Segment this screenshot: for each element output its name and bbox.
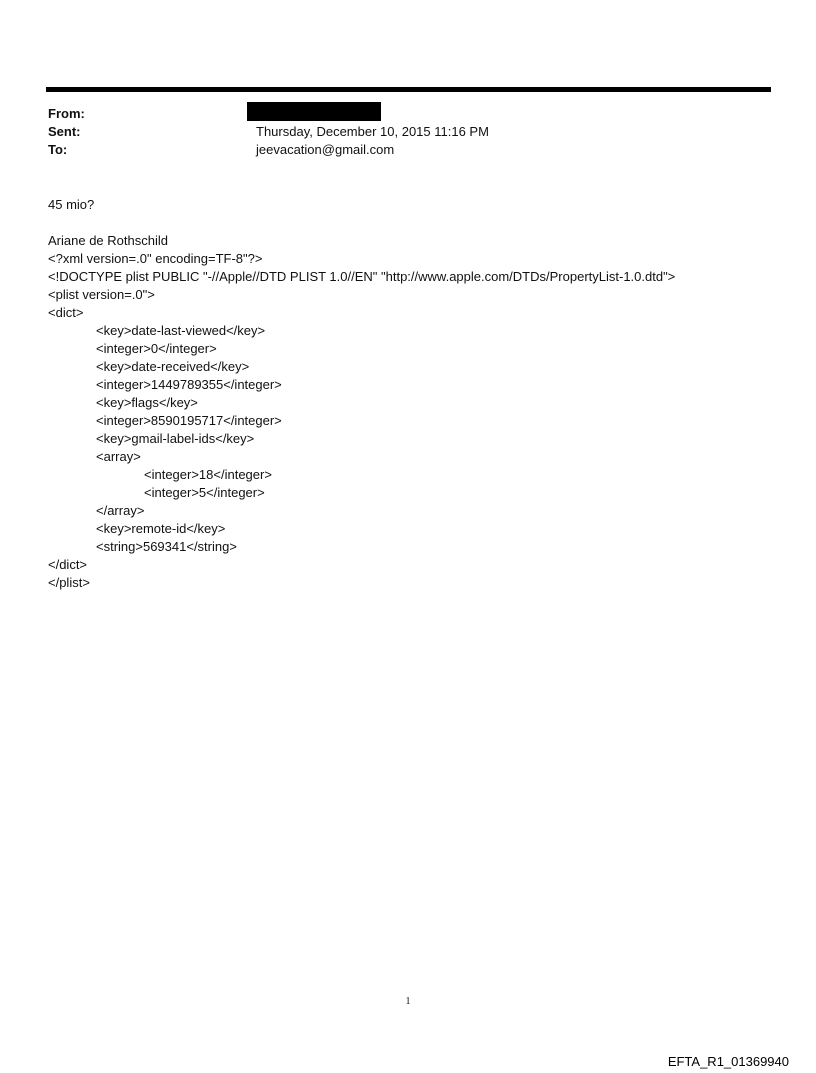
xml-line: <key>gmail-label-ids</key> — [96, 431, 255, 446]
document-id: EFTA_R1_01369940 — [667, 1054, 789, 1069]
xml-line: <key>date-received</key> — [96, 359, 250, 374]
doctype-line: <!DOCTYPE plist PUBLIC "-//Apple//DTD PLIST 1.0//EN" "http://www.apple.com/DTDs/PropertyList-1.0.dtd"> — [48, 269, 676, 284]
from-row — [48, 106, 748, 124]
sent-row — [48, 124, 748, 142]
to-value: jeevacation@gmail.com — [256, 142, 395, 157]
xml-line: <integer>1449789355</integer> — [96, 377, 282, 392]
spacer — [48, 214, 768, 232]
signature-name: Ariane de Rothschild — [48, 233, 168, 248]
header-divider — [46, 87, 771, 92]
xml-line: <integer>8590195717</integer> — [96, 413, 282, 428]
xml-line: <integer>18</integer> — [144, 467, 272, 482]
sent-label: Sent: — [48, 124, 81, 139]
xml-line: <array> — [96, 449, 141, 464]
dict-close-line: </dict> — [48, 557, 88, 572]
sent-value: Thursday, December 10, 2015 11:16 PM — [256, 124, 489, 139]
xml-line: <integer>5</integer> — [144, 485, 265, 500]
plist-open-line: <plist version=.0"> — [48, 287, 155, 302]
xml-line: <integer>0</integer> — [96, 341, 217, 356]
email-body — [48, 196, 768, 592]
message-text: 45 mio? — [48, 197, 95, 212]
xml-line: <key>date-last-viewed</key> — [96, 323, 266, 338]
plist-close-line: </plist> — [48, 575, 90, 590]
page-number: 1 — [405, 996, 411, 1007]
to-label: To: — [48, 142, 68, 157]
from-label: From: — [48, 106, 85, 121]
xml-line: <string>569341</string> — [96, 539, 237, 554]
xml-line: <key>flags</key> — [96, 395, 198, 410]
xml-line: </array> — [96, 503, 145, 518]
to-row — [48, 142, 748, 160]
xml-line: <key>remote-id</key> — [96, 521, 226, 536]
redaction-box — [247, 102, 381, 121]
xml-declaration-line: <?xml version=.0" encoding=TF-8"?> — [48, 251, 263, 266]
dict-open-line: <dict> — [48, 305, 84, 320]
email-header — [48, 106, 748, 160]
